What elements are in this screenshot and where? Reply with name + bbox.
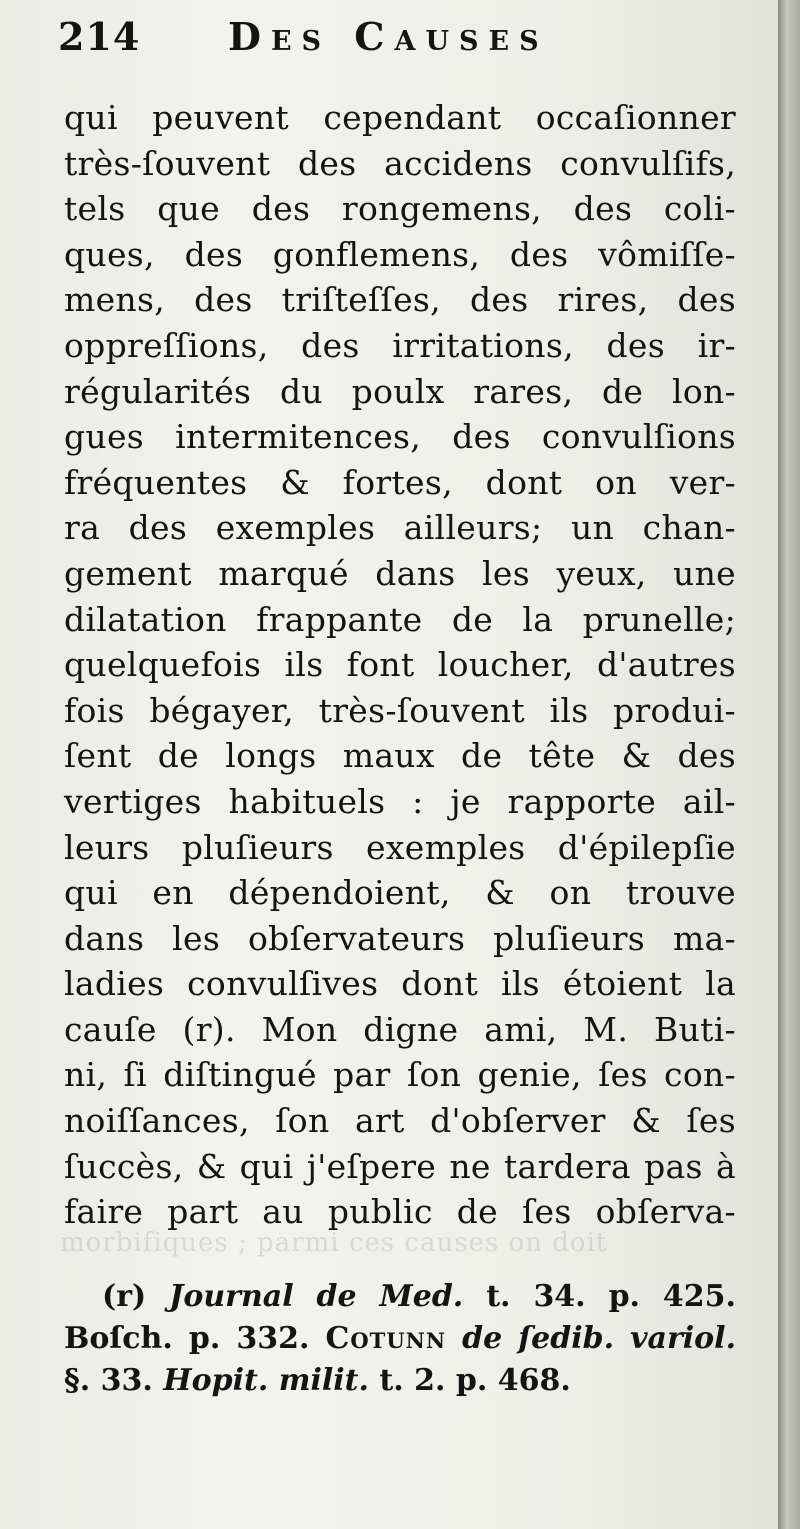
text-line: qui peuvent cependant occaſionner — [64, 98, 736, 137]
footnote-author: Cotunn — [325, 1321, 447, 1356]
page-header — [58, 14, 738, 70]
footnote-reference: p. 332. — [188, 1321, 310, 1356]
footnote-line — [64, 1276, 736, 1318]
text-line: fois bégayer, très-ſouvent ils produi- — [64, 690, 736, 730]
text-line: noiſſances, ſon art d'obſerver & ſes — [64, 1101, 736, 1141]
text-line: ques, des gonflemens, des vômiſſe- — [64, 234, 736, 274]
footnote-author: Boſch. — [64, 1321, 173, 1356]
text-line: gues intermitences, des convulſions — [64, 417, 736, 457]
text-line: oppreſſions, des irritations, des ir- — [64, 325, 736, 365]
text-line: régularités du poulx rares, de lon- — [64, 371, 736, 411]
text-line: dilatation frappante de la prunelle; — [64, 599, 736, 639]
text-line: vertiges habituels : je rapporte ail- — [64, 781, 736, 821]
text-line: ladies convulſives dont ils étoient la — [64, 964, 736, 1004]
text-line: qui en dépendoient, & on trouve — [64, 873, 736, 913]
footnote-work-title: de ſedib. variol. — [462, 1321, 737, 1356]
footnote-reference: §. 33. — [64, 1363, 153, 1398]
footnote-line — [64, 1318, 736, 1360]
footnotes — [64, 1276, 736, 1402]
text-line: cauſe (r). Mon digne ami, M. Buti- — [64, 1009, 736, 1049]
text-line: ſuccès, & qui j'eſpere ne tardera pas à — [64, 1146, 736, 1186]
footnote-journal-title: Journal de Med. — [169, 1279, 464, 1314]
body-text — [64, 95, 736, 1235]
page-edge-shadow — [778, 0, 800, 1529]
footnote-mark: (r) — [102, 1279, 147, 1314]
text-line: très-ſouvent des accidens convulſifs, — [64, 143, 736, 183]
text-line: mens, des triſteſſes, des rires, des — [64, 280, 736, 320]
text-line: gement marqué dans les yeux, une — [64, 553, 736, 593]
text-line: faire part au public de ſes obſerva- — [64, 1192, 736, 1232]
footnote-reference: t. 2. p. 468. — [379, 1363, 571, 1398]
text-line: ni, ſi diſtingué par ſon genie, ſes con- — [64, 1055, 736, 1095]
running-title: Des Causes — [228, 14, 549, 59]
text-line: leurs pluſieurs exemples d'épilepſie — [64, 827, 736, 867]
text-line: ra des exemples ailleurs; un chan- — [64, 508, 736, 548]
page-number: 214 — [58, 14, 141, 59]
text-line: dans les obſervateurs pluſieurs ma- — [64, 918, 736, 958]
text-line: fréquentes & fortes, dont on ver- — [64, 462, 736, 502]
show-through-text: morbifiques ; parmi ces causes on doit — [60, 1228, 608, 1258]
text-line: tels que des rongemens, des coli- — [64, 189, 736, 229]
footnote-reference: t. 34. p. 425. — [486, 1279, 736, 1314]
text-line: quelquefois ils font loucher, d'autres — [64, 645, 736, 685]
footnote-line — [64, 1360, 571, 1402]
text-line: ſent de longs maux de tête & des — [64, 736, 736, 776]
footnote-work-title: Hopit. milit. — [163, 1363, 369, 1398]
